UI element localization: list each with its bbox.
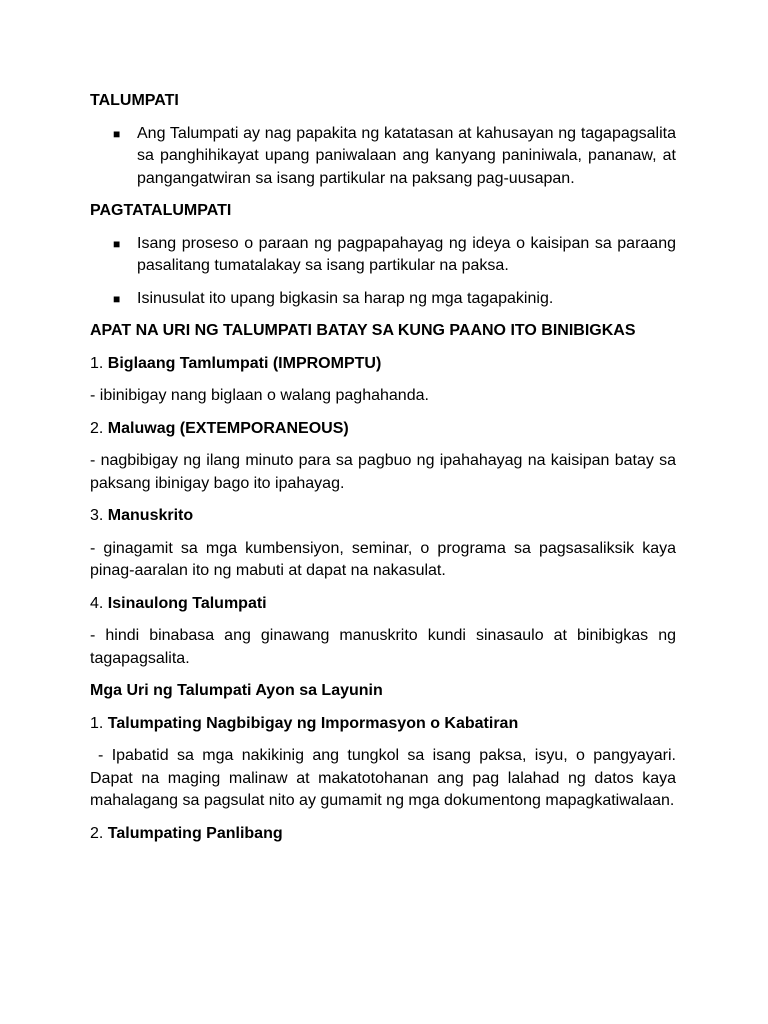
- item-number: 3.: [90, 507, 108, 524]
- square-bullet-icon: ■: [113, 236, 121, 251]
- section-heading-ayon-sa-layunin: Mga Uri ng Talumpati Ayon sa Layunin: [90, 682, 383, 699]
- section-heading-talumpati: TALUMPATI: [90, 92, 179, 109]
- bullet-text: Isang proseso o paraan ng pagpapahayag ng ideya o kaisipan sa paraang pasalitang tumatalakay sa isang partikular na paksa.: [137, 234, 676, 274]
- bullet-text: Ang Talumpati ay nag papakita ng katatasan at kahusayan ng tagapagsalita sa panghihikayat upang paniwalaan ang kanyang paniniwala, pananaw, at pangangatwiran sa isang partikular na paksang pag-uusapan.: [137, 124, 676, 187]
- item-label: Biglaang Tamlumpati (IMPROMPTU): [107, 354, 382, 372]
- item-label: Talumpating Nagbibigay ng Impormasyon o Kabatiran: [107, 714, 519, 732]
- item-number: 4.: [90, 594, 108, 612]
- list-item: [90, 123, 676, 191]
- section-heading-apat-na-uri: APAT NA URI NG TALUMPATI BATAY SA KUNG PAANO ITO BINIBIGKAS: [90, 322, 636, 339]
- item-label: Talumpating Panlibang: [107, 824, 283, 842]
- item-description: - ibinibigay nang biglaan o walang paghahanda.: [90, 387, 429, 404]
- talumpati-bullet-list: [90, 123, 676, 191]
- item-number: 2.: [90, 419, 108, 437]
- item-description: - hindi binabasa ang ginawang manuskrito kundi sinasaulo at binibigkas ng tagapagsalita.: [90, 627, 676, 667]
- square-bullet-icon: ■: [113, 126, 121, 141]
- item-description: - nagbibigay ng ilang minuto para sa pagbuo ng ipahahayag na kaisipan batay sa paksang ibinigay bago ito ipahayag.: [90, 452, 676, 492]
- square-bullet-icon: ■: [113, 291, 121, 306]
- bullet-text: Isinusulat ito upang bigkasin sa harap ng mga tagapakinig.: [137, 289, 554, 307]
- item-description: - Ipabatid sa mga nakikinig ang tungkol sa isang paksa, isyu, o pangyayari. Dapat na maging malinaw at makatotohanan ang pag lalahad ng datos kaya mahalagang sa pagsulat nito ay gumamit ng mga dokumentong mapagkatiwalaan.: [90, 747, 676, 809]
- item-label: Isinaulong Talumpati: [107, 594, 267, 612]
- item-number: 1.: [90, 354, 108, 372]
- item-label: Manuskrito: [107, 507, 194, 524]
- numbered-item-1: [90, 353, 676, 376]
- item-label: Maluwag (EXTEMPORANEOUS): [107, 419, 349, 437]
- item-number: 1.: [90, 714, 108, 732]
- list-item: [90, 233, 676, 278]
- list-item: [90, 288, 676, 311]
- section-heading-pagtatalumpati: PAGTATALUMPATI: [90, 202, 232, 219]
- numbered-item-3: [90, 505, 676, 528]
- numbered-item-1: [90, 713, 676, 736]
- item-number: 2.: [90, 824, 108, 842]
- document-page: [90, 90, 676, 855]
- numbered-item-4: [90, 593, 676, 616]
- numbered-item-2: [90, 823, 676, 846]
- item-description: - ginagamit sa mga kumbensiyon, seminar, o programa sa pagsasaliksik kaya pinag-aaralan ito ng mabuti at dapat na nakasulat.: [90, 539, 676, 579]
- pagtatalumpati-bullet-list: [90, 233, 676, 311]
- numbered-item-2: [90, 418, 676, 441]
